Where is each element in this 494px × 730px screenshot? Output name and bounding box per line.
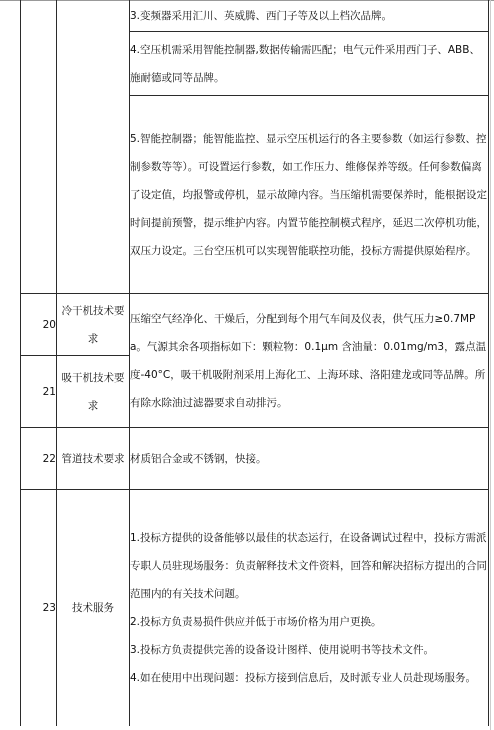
table-row xyxy=(21,490,489,726)
row-name-cell: 技术服务 xyxy=(57,490,130,726)
content-paragraph: 5.智能控制器；能智能监控、显示空压机运行的各主要参数（如运行参数、控制参数等等）。可设置运行参数，如工作压力、维修保养等级。任何参数偏离了设定值，均报警或停机，显示故障内容。当压缩机需要保养时，能根据设定时间提前预警，提示维护内容。内置节能控制模式程序，延迟二次停机功能，双压力设定。三台空压机可以实现智能联控功能，投标方需提供原始程序。 xyxy=(130,132,487,257)
row-name-cell xyxy=(57,0,130,294)
row-name-cell: 管道技术要求 xyxy=(57,428,130,490)
content-paragraph: 4.空压机需采用智能控制器,数据传输需匹配；电气元件采用西门子、ABB、施耐德或同等品牌。 xyxy=(130,43,480,84)
content-paragraph: 4.如在使用中出现问题：投标方接到信息后，及时派专业人员赴现场服务。 xyxy=(130,671,477,684)
content-paragraph: 2.投标方负责易损件供应并低于市场价格为用户更换。 xyxy=(130,615,382,628)
table-row xyxy=(21,428,489,490)
row-number-cell: 22 xyxy=(21,428,57,490)
table-row xyxy=(21,294,489,356)
content-paragraph: 3.投标方负责提供完善的设备设计图样、使用说明书等技术文件。 xyxy=(130,643,435,656)
content-paragraph: 材质铝合金或不锈钢，快接。 xyxy=(130,452,267,465)
content-cell xyxy=(130,428,489,490)
content-cell xyxy=(130,490,489,726)
row-name-cell: 吸干机技术要求 xyxy=(57,356,130,428)
content-paragraph: 3.变频器采用汇川、英威腾、西门子等及以上档次品牌。 xyxy=(130,9,393,22)
row-number-cell: 20 xyxy=(21,294,57,356)
content-paragraph: 压缩空气经净化、干燥后，分配到每个用气车间及仪表，供气压力≥0.7MPa。气源其余各项指标如下：颗粒物：0.1μm 含油量：0.01mg/m3，露点温度-40°C，吸干机吸附剂采用上海化工、上海环球、洛阳建龙或同等品牌。所有除水除油过滤器要求自动排污。 xyxy=(130,312,487,409)
row-name-cell: 冷干机技术要求 xyxy=(57,294,130,356)
technical-requirements-table xyxy=(20,0,489,726)
content-paragraph: 1.投标方提供的设备能够以最佳的状态运行，在设备调试过程中，投标方需派专职人员驻现场服务：负责解释技术文件资料，回答和解决招标方提出的合同范围内的有关技术问题。 xyxy=(130,531,487,600)
table-row xyxy=(21,0,489,32)
page-right-edge xyxy=(490,0,491,730)
content-cell xyxy=(130,0,489,32)
content-cell xyxy=(130,294,489,428)
row-number-cell xyxy=(21,0,57,294)
content-cell xyxy=(130,32,489,96)
row-number-cell: 21 xyxy=(21,356,57,428)
row-number-cell: 23 xyxy=(21,490,57,726)
content-cell xyxy=(130,96,489,294)
